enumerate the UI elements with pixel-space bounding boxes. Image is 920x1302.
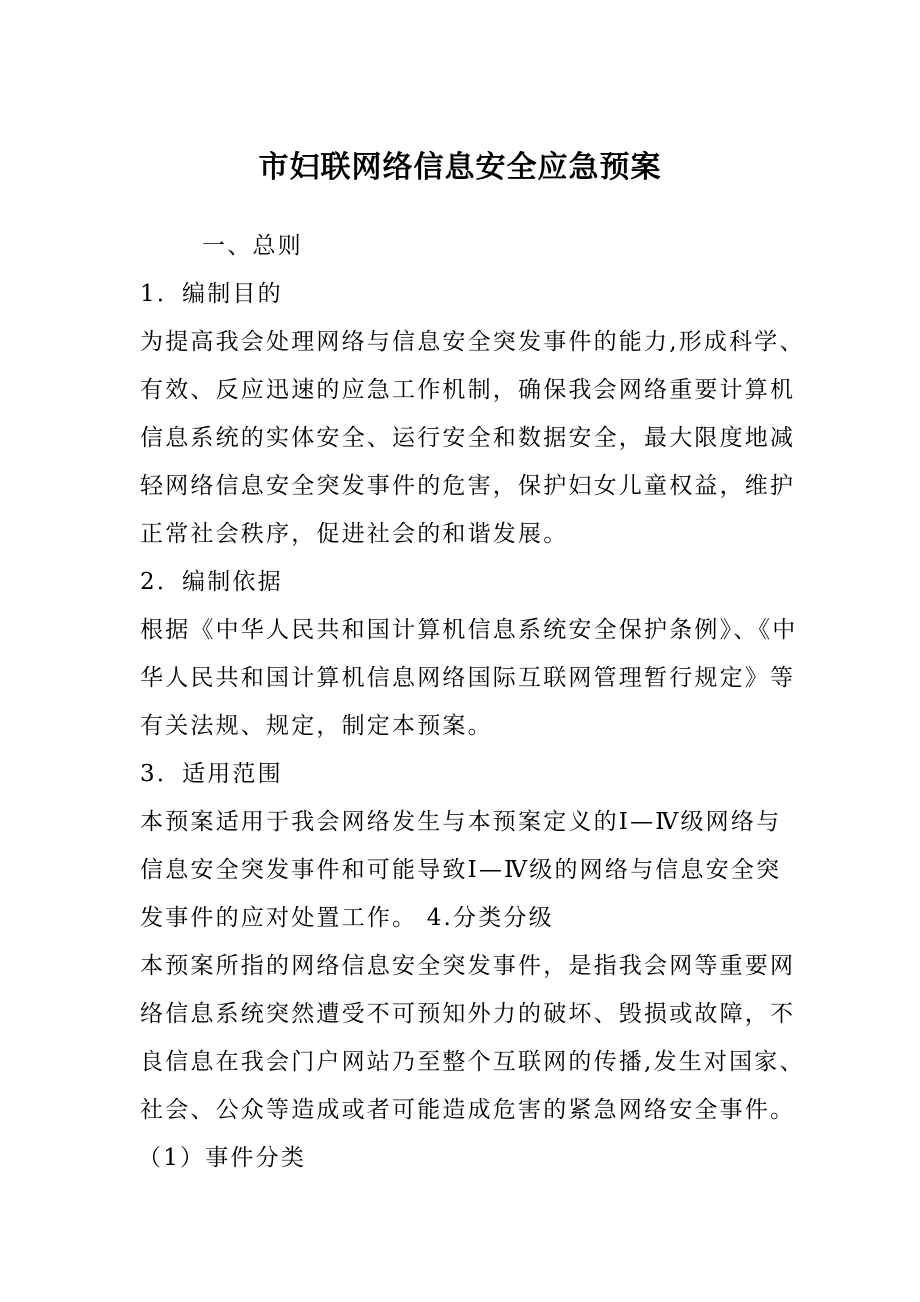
subsection-heading-scope: 3．适用范围 <box>140 761 283 787</box>
paragraph-line: 轻网络信息安全突发事件的危害，保护妇女儿童权益，维护 <box>140 473 796 499</box>
paragraph-line: 为提高我会处理网络与信息安全突发事件的能力,形成科学、 <box>140 329 805 355</box>
paragraph-line: 有关法规、规定，制定本预案。 <box>140 713 493 739</box>
paragraph-line: 发事件的应对处置工作。 4.分类分级 <box>140 905 554 931</box>
paragraph-line: 华人民共和国计算机信息网络国际互联网管理暂行规定》等 <box>140 665 796 691</box>
paragraph-line: 根据《中华人民共和国计算机信息系统安全保护条例》、《中 <box>140 617 798 643</box>
paragraph-line: 本预案适用于我会网络发生与本预案定义的Ⅰ—Ⅳ级网络与 <box>140 809 782 835</box>
subsection-heading-event-classification: （1）事件分类 <box>138 1145 307 1171</box>
paragraph-line: 有效、反应迅速的应急工作机制，确保我会网络重要计算机 <box>140 377 796 403</box>
document-title: 市妇联网络信息安全应急预案 <box>258 150 662 185</box>
subsection-heading-purpose: 1．编制目的 <box>140 281 283 307</box>
paragraph-line: 正常社会秩序，促进社会的和谐发展。 <box>140 521 569 547</box>
paragraph-line: 信息系统的实体安全、运行安全和数据安全，最大限度地减 <box>140 425 796 451</box>
paragraph-line: 良信息在我会门户网站乃至整个互联网的传播,发生对国家、 <box>140 1049 805 1075</box>
paragraph-line: 本预案所指的网络信息安全突发事件，是指我会网等重要网 <box>140 953 796 979</box>
paragraph-line: 社会、公众等造成或者可能造成危害的紧急网络安全事件。 <box>140 1097 796 1123</box>
paragraph-line: 信息安全突发事件和可能导致Ⅰ—Ⅳ级的网络与信息安全突 <box>140 857 782 883</box>
subsection-heading-basis: 2．编制依据 <box>140 569 283 595</box>
paragraph-line: 络信息系统突然遭受不可预知外力的破坏、毁损或故障，不 <box>140 1001 796 1027</box>
section-heading-general: 一、总则 <box>202 233 303 259</box>
